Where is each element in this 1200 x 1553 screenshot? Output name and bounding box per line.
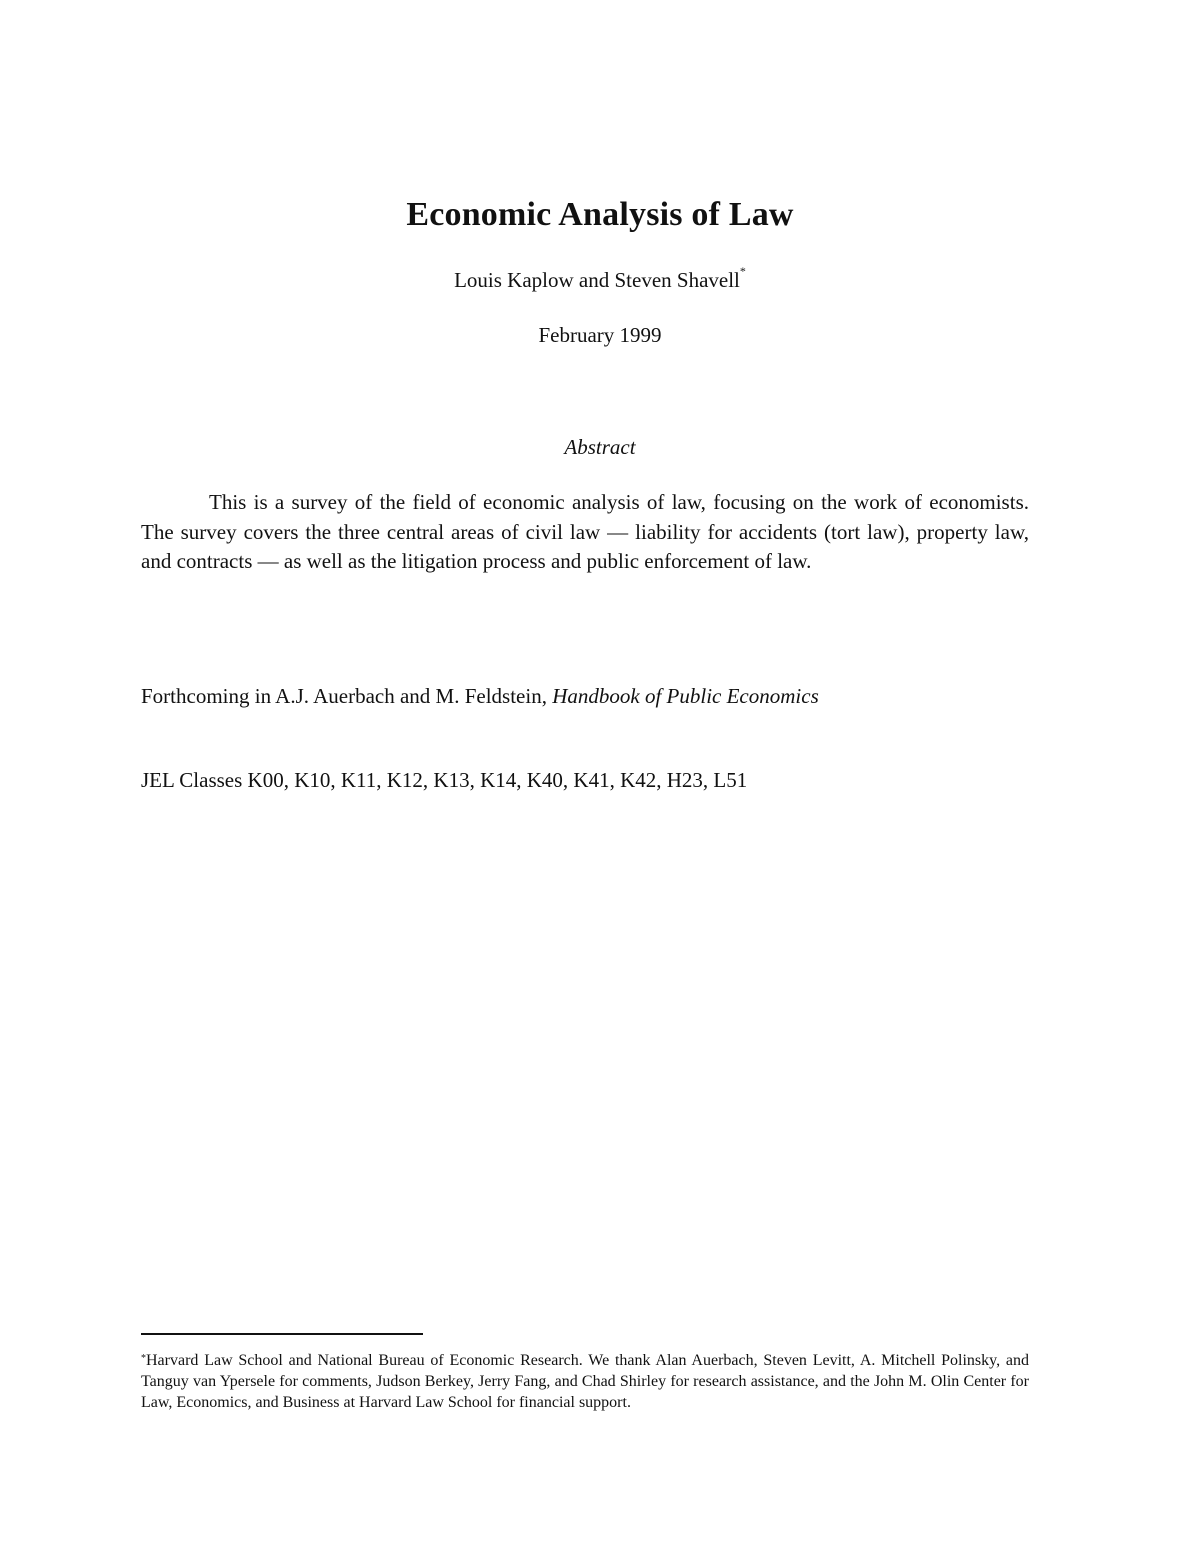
footnote-text: Harvard Law School and National Bureau of Economic Research. We thank Alan Auerbach, Steven Levitt, A. Mitchell Polinsky, and Tanguy van Ypersele for comments, Judson Berkey, Jerry Fang, and Chad Shirley for research assistance, and the John M. Olin Center for Law, Economics, and Business at Harvard Law School for financial support. — [141, 1352, 1029, 1411]
forthcoming-prefix: Forthcoming in A.J. Auerbach and M. Feldstein, — [141, 684, 553, 708]
footnote-rule — [141, 1333, 423, 1335]
abstract-body: This is a survey of the field of economic analysis of law, focusing on the work of economists. The survey covers the three central areas of civil law — liability for accidents (tort law), property law, and contracts — as well as the litigation process and public enforcement of law. — [141, 490, 1029, 573]
footnote-mark: * — [141, 1353, 146, 1364]
paper-title: Economic Analysis of Law — [406, 196, 794, 233]
jel-classes: JEL Classes K00, K10, K11, K12, K13, K14, K40, K41, K42, H23, L51 — [141, 768, 748, 792]
paper-authors — [0, 264, 1200, 293]
paper-date: February 1999 — [538, 323, 662, 347]
footnote — [141, 1350, 1029, 1413]
author-names: Louis Kaplow and Steven Shavell — [454, 268, 740, 292]
forthcoming-book-title: Handbook of Public Economics — [552, 684, 819, 708]
forthcoming-note — [141, 684, 1041, 709]
author-footnote-mark: * — [739, 264, 746, 278]
abstract-heading: Abstract — [564, 435, 636, 459]
